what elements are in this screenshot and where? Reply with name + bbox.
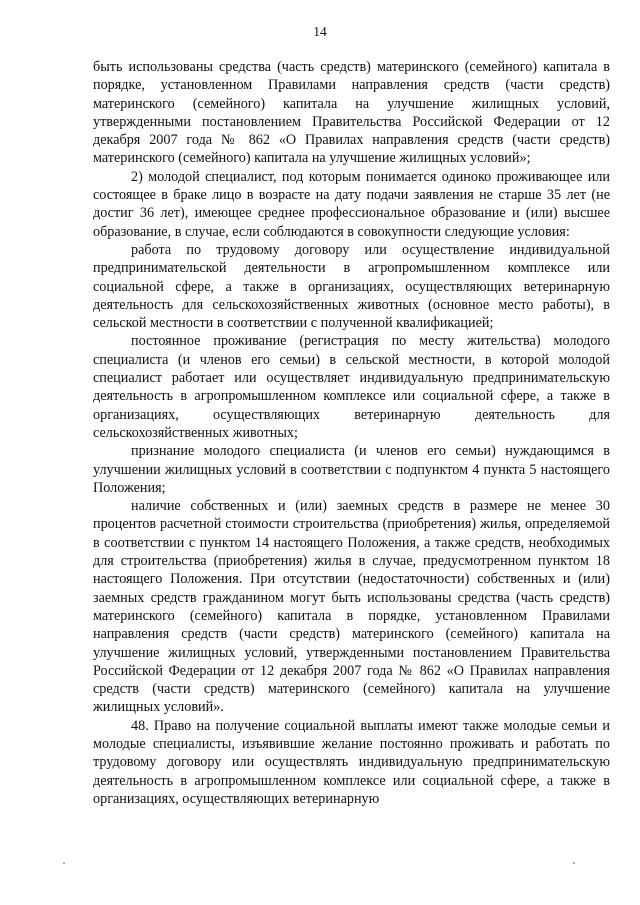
paragraph-condition-residence: постоянное проживание (регистрация по месту жительства) молодого специалиста (и членов его семьи) в сельской местности, в которой молодой специалист работает или осуществляет индивидуальную предпринимательскую деятельность в агропромышленном комплексе или социальной сфере, а также в организациях, осуществляющих ветеринарную деятельность для сельскохозяйственных животных;: [93, 333, 610, 441]
paragraph-continuation: быть использованы средства (часть средств) материнского (семейного) капитала в порядке, установленном Правилами направления средств (части средств) материнского (семейного) капитала на улучшение жилищных условий, утвержденными постановлением Правительства Российской Федерации от 12 декабря 2007 года № 862 «О Правилах направления средств (части средств) материнского (семейного) капитала на улучшение жилищных условий»;: [93, 59, 610, 167]
scan-mark-left: [63, 862, 65, 864]
paragraph-condition-own-funds: наличие собственных и (или) заемных средств в размере не менее 30 процентов расчетной стоимости строительства (приобретения) жилья, определяемой в соответствии с пунктом 14 настоящего Положения, а также средств, необходимых для строительства (приобретения) жилья в случае, предусмотренном пунктом 18 настоящего Положения. При отсутствии (недостаточности) собственных и (или) заемных средств гражданином могут быть использованы средства (часть средств) материнского (семейного) капитала в порядке, установленном Правилами направления средств (части средств) материнского (семейного) капитала на улучшение жилищных условий, утвержденными постановлением Правительства Российской Федерации от 12 декабря 2007 года № 862 «О Правилах направления средств (части средств) материнского (семейного) капитала на улучшение жилищных условий».: [93, 498, 610, 716]
paragraph-condition-housing-need: признание молодого специалиста (и членов его семьи) нуждающимся в улучшении жилищных условий в соответствии с подпунктом 4 пункта 5 настоящего Положения;: [93, 443, 610, 496]
scan-mark-right: [573, 862, 575, 864]
document-body: [93, 58, 610, 808]
paragraph-young-specialist: 2) молодой специалист, под которым понимается одиноко проживающее или состоящее в браке лицо в возрасте на дату подачи заявления не старше 35 лет (не достиг 36 лет), имеющее среднее профессиональное образование и (или) высшее образование, в случае, если соблюдаются в совокупности следующие условия:: [93, 168, 610, 240]
paragraph-condition-employment: работа по трудовому договору или осуществление индивидуальной предпринимательской деятельности в агропромышленном комплексе или социальной сфере, а также в организациях, осуществляющих ветеринарную деятельность для сельскохозяйственных животных (основное место работы), в сельской местности в соответствии с полученной квалификацией;: [93, 241, 610, 332]
page-number: 14: [313, 24, 327, 39]
paragraph-48: 48. Право на получение социальной выплаты имеют также молодые семьи и молодые специалисты, изъявившие желание постоянно проживать и работать по трудовому договору или осуществлять индивидуальную предпринимательскую деятельность в агропромышленном комплексе или социальной сфере, а также в организациях, осуществляющих ветеринарную: [93, 717, 610, 807]
